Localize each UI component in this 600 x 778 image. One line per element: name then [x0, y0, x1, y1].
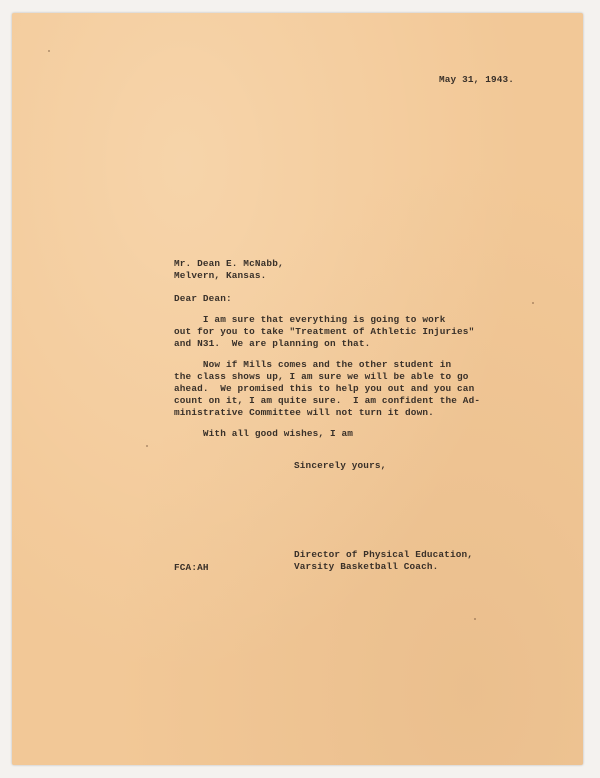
paper-speck: [48, 50, 50, 52]
paragraph-2-line-2: the class shows up, I am sure we will be able to go: [174, 371, 469, 382]
paragraph-1-line-1: I am sure that everything is going to work: [174, 314, 446, 325]
paper-speck: [474, 618, 476, 620]
paragraph-3-line-1: With all good wishes, I am: [174, 428, 354, 439]
paper-speck: [532, 302, 534, 304]
paragraph-2-line-1: Now if Mills comes and the other student in: [174, 359, 452, 370]
closing: Sincerely yours,: [294, 460, 387, 471]
salutation: Dear Dean:: [174, 293, 232, 304]
paper-speck: [146, 445, 148, 447]
paragraph-2-line-5: ministrative Committee will not turn it down.: [174, 407, 434, 418]
signature-title-2: Varsity Basketball Coach.: [294, 561, 439, 572]
paragraph-1-line-2: out for you to take "Treatment of Athletic Injuries": [174, 326, 475, 337]
paragraph-2-line-4: count on it, I am quite sure. I am confident the Ad-: [174, 395, 481, 406]
letter-date: May 31, 1943.: [439, 74, 515, 85]
letter-page: [12, 13, 583, 765]
recipient-name: Mr. Dean E. McNabb,: [174, 258, 284, 269]
reference-initials: FCA:AH: [174, 562, 209, 573]
paragraph-2-line-3: ahead. We promised this to help you out and you can: [174, 383, 475, 394]
paragraph-1-line-3: and N31. We are planning on that.: [174, 338, 371, 349]
signature-title-1: Director of Physical Education,: [294, 549, 474, 560]
recipient-location: Melvern, Kansas.: [174, 270, 267, 281]
